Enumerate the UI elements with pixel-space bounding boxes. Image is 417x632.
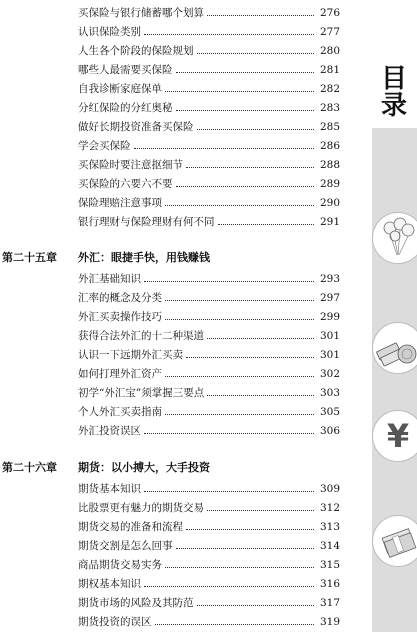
toc-entry[interactable]: 获得合法外汇的十二种渠道 301 — [78, 329, 340, 342]
leader-dots — [197, 129, 315, 130]
chapter-title: 外汇：眼捷手快，用钱赚钱 — [78, 251, 210, 264]
leader-dots — [207, 510, 314, 511]
page-number: 291 — [319, 215, 340, 228]
toc-entry[interactable]: 保险理赔注意事项 290 — [78, 196, 340, 209]
chapter-heading[interactable] — [2, 249, 210, 265]
leader-dots — [165, 567, 314, 568]
leader-dots — [186, 357, 314, 358]
toc-entry[interactable]: 买保险与银行储蓄哪个划算 276 — [78, 6, 340, 19]
leader-dots — [165, 414, 314, 415]
leader-dots — [144, 34, 314, 35]
toc-entry[interactable]: 期货市场的风险及其防范 317 — [78, 596, 340, 609]
leader-dots — [165, 205, 314, 206]
leader-dots — [186, 529, 314, 530]
page-number: 290 — [319, 196, 340, 209]
leader-dots — [144, 281, 314, 282]
page-number: 317 — [319, 596, 340, 609]
leader-dots — [186, 167, 314, 168]
chapter-title: 期货：以小搏大，大手投资 — [78, 461, 210, 474]
contents-title: 目 录 — [380, 64, 407, 121]
leader-dots — [176, 548, 315, 549]
toc-entry[interactable]: 个人外汇买卖指南 305 — [78, 405, 340, 418]
page-number: 280 — [319, 44, 340, 57]
page-number: 277 — [319, 25, 340, 38]
leader-dots — [197, 53, 315, 54]
page-number: 285 — [319, 120, 340, 133]
page-number: 305 — [319, 405, 340, 418]
leader-dots — [207, 338, 314, 339]
leader-dots — [176, 110, 315, 111]
page-number: 302 — [319, 367, 340, 380]
toc-entry[interactable]: 期货基本知识 309 — [78, 482, 340, 495]
chapter-number: 第二十五章 — [2, 251, 57, 264]
toc-entry[interactable]: 期货投资的误区 319 — [78, 615, 340, 628]
toc-entry[interactable]: 初学“外汇宝”须掌握三要点 303 — [78, 386, 340, 399]
toc-entry[interactable]: 学会买保险 286 — [78, 139, 340, 152]
toc-entry[interactable]: 分红保险的分红奥秘 283 — [78, 101, 340, 114]
decorative-sidebar — [362, 0, 417, 632]
toc-entry[interactable]: 外汇投资误区 306 — [78, 424, 340, 437]
page-number: 315 — [319, 558, 340, 571]
leader-dots — [207, 395, 314, 396]
page-number: 313 — [319, 520, 340, 533]
leader-dots — [197, 605, 315, 606]
page-number: 299 — [319, 310, 340, 323]
chapter-heading[interactable] — [2, 459, 210, 475]
page-number: 297 — [319, 291, 340, 304]
leader-dots — [176, 72, 315, 73]
toc-entry[interactable]: 外汇基础知识 293 — [78, 272, 340, 285]
page-number: 289 — [319, 177, 340, 190]
toc-entry[interactable]: 哪些人最需要买保险 281 — [78, 63, 340, 76]
leader-dots — [207, 15, 314, 16]
page-number: 319 — [319, 615, 340, 628]
page-number: 312 — [319, 501, 340, 514]
gold-coins-icon — [372, 322, 417, 374]
leader-dots — [218, 224, 315, 225]
chapter-number: 第二十六章 — [2, 461, 57, 474]
toc-entry[interactable]: 汇率的概念及分类 297 — [78, 291, 340, 304]
balloons-icon — [372, 212, 417, 264]
toc-entry[interactable]: 人生各个阶段的保险规划 280 — [78, 44, 340, 57]
page-number: 288 — [319, 158, 340, 171]
page-number: 309 — [319, 482, 340, 495]
toc-entry[interactable]: 外汇买卖操作技巧 299 — [78, 310, 340, 323]
cash-bundle-icon — [372, 515, 417, 567]
page-number: 301 — [319, 348, 340, 361]
page-number: 303 — [319, 386, 340, 399]
toc-entry[interactable]: 期货交易的准备和流程 313 — [78, 520, 340, 533]
toc-entry[interactable]: 期货交割是怎么回事 314 — [78, 539, 340, 552]
page-number: 283 — [319, 101, 340, 114]
leader-dots — [144, 491, 314, 492]
toc-entry[interactable]: 做好长期投资准备买保险 285 — [78, 120, 340, 133]
page-number: 301 — [319, 329, 340, 342]
page-number: 316 — [319, 577, 340, 590]
leader-dots — [155, 624, 315, 625]
toc-entry[interactable]: 商品期货交易实务 315 — [78, 558, 340, 571]
leader-dots — [165, 91, 314, 92]
toc-entry[interactable]: 认识一下远期外汇买卖 301 — [78, 348, 340, 361]
leader-dots — [165, 376, 314, 377]
toc-entry[interactable]: 买保险时要注意抠细节 288 — [78, 158, 340, 171]
toc-entry[interactable]: 认识保险类别 277 — [78, 25, 340, 38]
leader-dots — [144, 433, 314, 434]
leader-dots — [176, 186, 315, 187]
toc-entry[interactable]: 期权基本知识 316 — [78, 577, 340, 590]
yen-icon — [372, 410, 417, 462]
page-number: 276 — [319, 6, 340, 19]
svg-text:¥: ¥ — [386, 417, 410, 455]
toc-entry[interactable]: 银行理财与保险理财有何不同 291 — [78, 215, 340, 228]
toc-entry[interactable]: 比股票更有魅力的期货交易 312 — [78, 501, 340, 514]
toc-entry[interactable]: 如何打理外汇资产 302 — [78, 367, 340, 380]
leader-dots — [165, 319, 314, 320]
leader-dots — [134, 148, 315, 149]
page-number: 306 — [319, 424, 340, 437]
page-number: 286 — [319, 139, 340, 152]
toc-entry[interactable]: 买保险的六要六不要 289 — [78, 177, 340, 190]
leader-dots — [165, 300, 314, 301]
toc-entry[interactable]: 自我诊断家庭保单 282 — [78, 82, 340, 95]
page-number: 293 — [319, 272, 340, 285]
leader-dots — [144, 586, 314, 587]
page-number: 281 — [319, 63, 340, 76]
page-number: 314 — [319, 539, 340, 552]
page-number: 282 — [319, 82, 340, 95]
